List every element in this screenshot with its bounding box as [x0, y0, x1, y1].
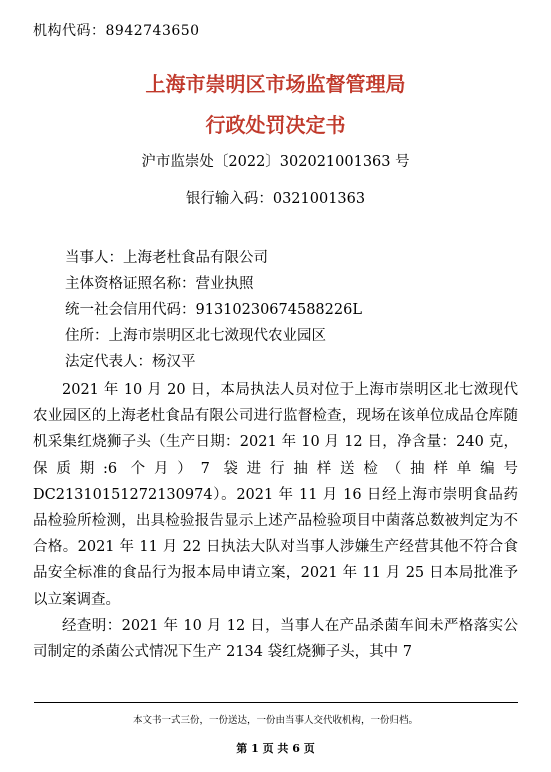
party-credit-code: 统一社会信用代码：91310230674588226L: [65, 302, 362, 318]
document-number: 沪市监崇处〔2022〕302021001363 号: [141, 154, 410, 170]
decision-body: [33, 377, 518, 665]
document-title: 行政处罚决定书: [205, 113, 346, 137]
party-address: 住所：上海市崇明区北七滧现代农业园区: [65, 328, 326, 344]
page-number: 第 1 页 共 6 页: [236, 742, 315, 755]
footer-divider: [34, 702, 518, 703]
paragraph-findings: 经查明：2021 年 10 月 12 日，当事人在产品杀菌车间未严格落实公司制定的杀菌公式情况下生产 2134 袋红烧狮子头，其中 7: [33, 617, 518, 661]
footer-note: 本文书一式三份，一份送达，一份由当事人交代收机构，一份归档。: [132, 715, 418, 726]
org-code: 机构代码：8942743650: [33, 23, 200, 39]
bank-input-code: 银行输入码：0321001363: [185, 191, 366, 207]
party-cert-type: 主体资格证照名称：营业执照: [65, 276, 254, 292]
paragraph-inspection: 2021 年 10 月 20 日，本局执法人员对位于上海市崇明区北七滧现代农业园区的上海老杜食品有限公司进行监督检查，现场在该单位成品仓库随机采集红烧狮子头（生产日期：2021 年 10 月 12 日，净含量：240 克，保质期:6 个月）7 袋进行抽样送检（抽样单编号 DC21310151272130974）。2021 年 11 月 16 日经上海市崇明食品药品检验所检测，出具检验报告显示上述产品检验项目中菌落总数被判定为不合格。2021 年 11 月 22 日执法大队对当事人涉嫌生产经营其他不符合食品安全标准的食品行为报本局申请立案，2021 年 11 月 25 日本局批准予以立案调查。: [33, 382, 518, 608]
party-legal-rep: 法定代表人：杨汉平: [65, 354, 196, 370]
party-name: 当事人：上海老杜食品有限公司: [65, 250, 268, 266]
agency-title: 上海市崇明区市场监督管理局: [145, 72, 406, 96]
